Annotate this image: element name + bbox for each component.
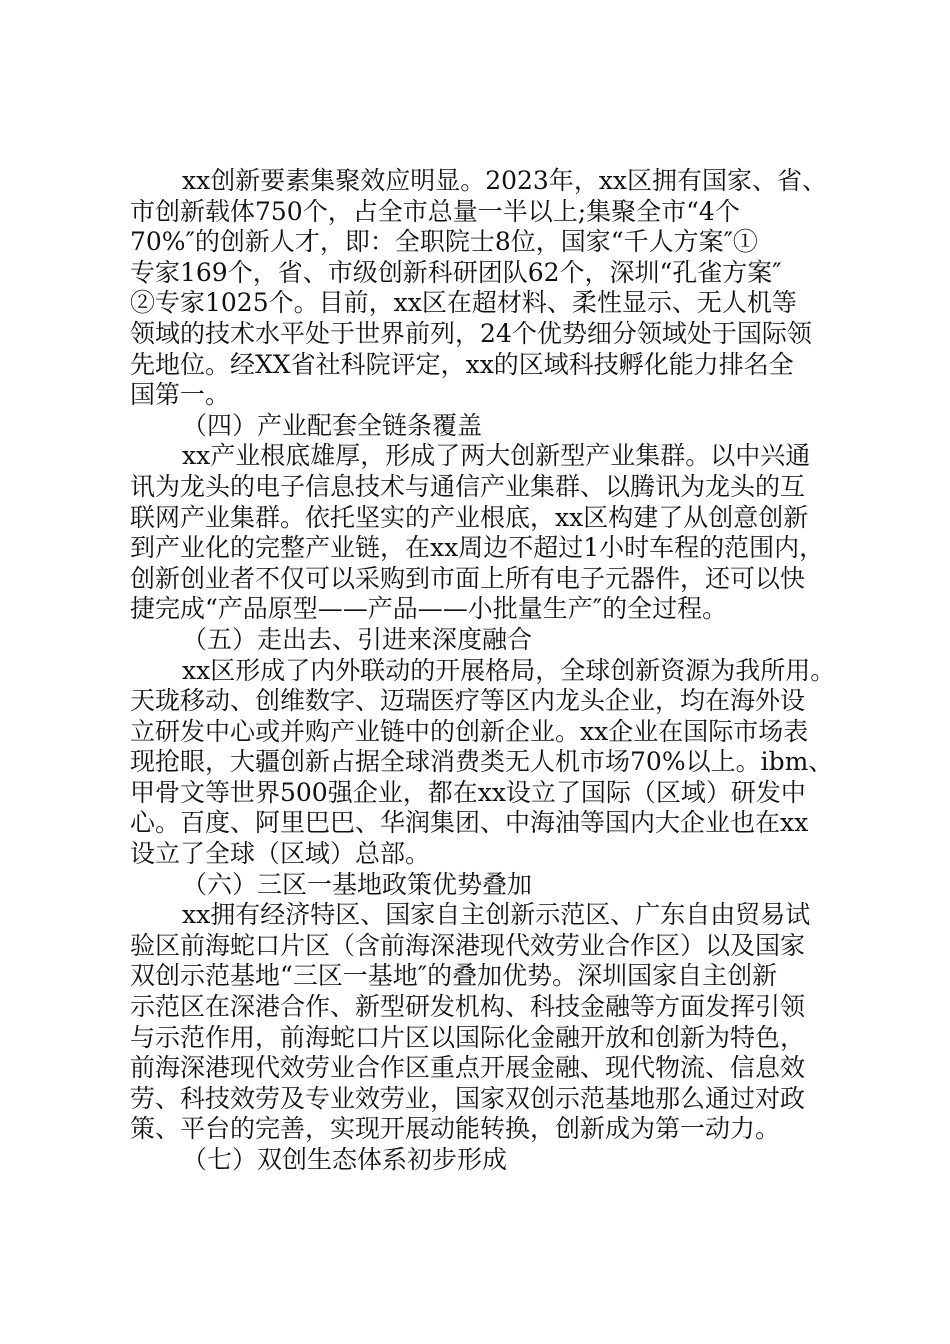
paragraph-line: 创新创业者不仅可以采购到市面上所有电子元器件，还可以快 [130,563,806,593]
paragraph-line: 甲骨文等世界500强企业，都在xx设立了国际（区域）研发中 [130,777,806,807]
paragraph-line: 天珑移动、创维数字、迈瑞医疗等区内龙头企业，均在海外设 [130,686,806,716]
paragraph-line: 设立了全球（区域）总部。 [130,839,431,869]
paragraph-line: 现抢眼，大疆创新占据全球消费类无人机市场70%以上。ibm、 [130,747,834,777]
paragraph-line: 心。百度、阿里巴巴、华润集团、中海油等国内大企业也在xx [130,808,809,838]
paragraph-line: ②专家1025个。目前，xx区在超材料、柔性显示、无人机等 [130,288,797,318]
paragraph-line: 立研发中心或并购产业链中的创新企业。xx企业在国际市场表 [130,716,809,746]
paragraph-line: 领域的技术水平处于世界前列，24个优势细分领域处于国际领 [130,318,812,348]
paragraph-line: 前海深港现代效劳业合作区重点开展金融、现代物流、信息效 [130,1053,806,1083]
section-heading-5: （五）走出去、引进来深度融合 [182,624,533,654]
section-heading-7: （七）双创生态体系初步形成 [182,1145,508,1174]
paragraph-line: 专家169个，省、市级创新科研团队62个，深圳“孔雀方案″ [130,257,782,287]
paragraph-line: 示范区在深港合作、新型研发机构、科技金融等方面发挥引领 [130,992,806,1022]
section-heading-4: （四）产业配套全链条覆盖 [182,410,483,440]
paragraph-line: 市创新载体750个，占全市总量一半以上;集聚全市“4个 [130,196,740,226]
paragraph-line: 捷完成“产品原型——产品——小批量生产″的全过程。 [130,594,728,624]
paragraph-line: xx产业根底雄厚，形成了两大创新型产业集群。以中兴通 [182,441,811,471]
document-body [130,166,850,1176]
paragraph-line: xx区形成了内外联动的开展格局，全球创新资源为我所用。 [182,655,836,685]
paragraph-line: 联网产业集群。依托坚实的产业根底，xx区构建了从创意创新 [130,502,809,532]
paragraph-line: 验区前海蛇口片区（含前海深港现代效劳业合作区）以及国家 [130,930,806,960]
paragraph-line: xx拥有经济特区、国家自主创新示范区、广东自由贸易试 [182,900,811,930]
paragraph-line: 70%″的创新人才，即：全职院士8位，国家“千人方案″① [130,227,758,257]
section-heading-6: （六）三区一基地政策优势叠加 [182,869,533,899]
paragraph-line: 与示范作用，前海蛇口片区以国际化金融开放和创新为特色， [130,1022,806,1052]
paragraph-line: 劳、科技效劳及专业效劳业，国家双创示范基地那么通过对政 [130,1083,806,1113]
paragraph-line: 讯为龙头的电子信息技术与通信产业集群、以腾讯为龙头的互 [130,471,806,501]
paragraph-line: 策、平台的完善，实现开展动能转换，创新成为第一动力。 [130,1114,781,1144]
paragraph-line: 到产业化的完整产业链，在xx周边不超过1小时车程的范围内， [130,533,825,563]
paragraph-line: 先地位。经XX省社科院评定，xx的区域科技孵化能力排名全 [130,349,794,379]
paragraph-line: xx创新要素集聚效应明显。2023年，xx区拥有国家、省、 [182,166,828,195]
paragraph-line: 双创示范基地“三区一基地″的叠加优势。深圳国家自主创新 [130,961,778,991]
paragraph-line: 国第一。 [130,380,231,410]
